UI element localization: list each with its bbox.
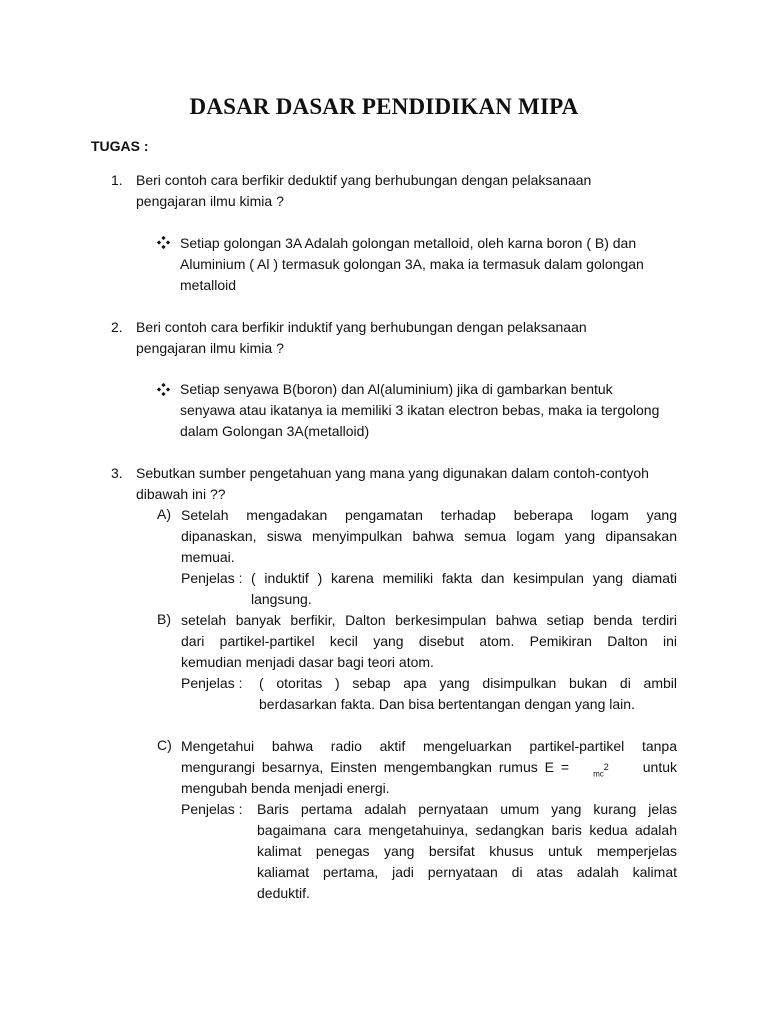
item-a-line-2: dipanaskan, siswa menyimpulkan bahwa semua logam yang dipansakan [181, 528, 677, 544]
item-a-penjelas-label: Penjelas : [181, 570, 243, 586]
formula-mc: mc [593, 769, 604, 779]
item-c-line-1: Mengetahui bahwa radio aktif mengeluarkan partikel-partikel tanpa [181, 738, 677, 754]
q2-answer-line-3: dalam Golongan 3A(metalloid) [180, 423, 370, 439]
item-a-line-3: memuai. [181, 549, 235, 565]
item-c-penjelas-line-2: bagaimana cara mengetahuinya, sedangkan baris kedua adalah [257, 822, 677, 838]
q1-answer-line-1: Setiap golongan 3A Adalah golongan metalloid, oleh karna boron ( B) dan [180, 235, 637, 251]
item-a-penjelas-line-1: ( induktif ) karena memiliki fakta dan kesimpulan yang diamati [251, 570, 677, 586]
item-b-line-2: dari partikel-partikel kecil yang disebut atom. Pemikiran Dalton ini [181, 633, 677, 649]
item-b-line-1: setelah banyak berfikir, Dalton berkesimpulan bahwa setiap benda terdiri [181, 612, 677, 628]
q2-number: 2. [111, 319, 123, 335]
item-b-line-3: kemudian menjadi dasar bagi teori atom. [181, 654, 434, 670]
q1-answer-line-2: Aluminium ( Al ) termasuk golongan 3A, maka ia termasuk dalam golongan [180, 256, 644, 272]
q2-answer-line-1: Setiap senyawa B(boron) dan Al(aluminium) jika di gambarkan bentuk [180, 381, 613, 397]
item-b-penjelas-line-2: berdasarkan fakta. Dan bisa bertentangan dengan yang lain. [259, 696, 635, 712]
diamond-bullet-icon [157, 383, 170, 396]
item-b-penjelas-label: Penjelas : [181, 675, 243, 691]
q2-line-1: Beri contoh cara berfikir induktif yang berhubungan dengan pelaksanaan [136, 319, 587, 335]
q3-line-1: Sebutkan sumber pengetahuan yang mana yang digunakan dalam contoh-contyoh [136, 465, 649, 481]
q3-line-2: dibawah ini ?? [136, 486, 226, 502]
formula [593, 757, 609, 785]
item-c-penjelas-label: Penjelas : [181, 801, 243, 817]
item-c-line-2-text: mengurangi besarnya, Einsten mengembangkan rumus E = [181, 759, 570, 775]
formula-exponent: 2 [603, 762, 609, 772]
item-c-penjelas-line-1: Baris pertama adalah pernyataan umum yang kurang jelas [257, 801, 677, 817]
item-b-letter: B) [157, 611, 171, 627]
item-c-penjelas-line-4: kaliamat pertama, jadi pernyataan di atas adalah kalimat [257, 864, 677, 880]
item-a-letter: A) [157, 506, 171, 522]
item-c-penjelas-line-3: kalimat penegas yang bersifat khusus untuk memperjelas [257, 843, 677, 859]
q1-answer-line-3: metalloid [180, 277, 237, 293]
tugas-label: TUGAS : [91, 138, 149, 154]
q1-line-1: Beri contoh cara berfikir deduktif yang berhubungan dengan pelaksanaan [136, 172, 592, 188]
item-c-penjelas-line-5: deduktif. [257, 885, 310, 901]
item-c-letter: C) [157, 737, 172, 753]
item-c-line-3: mengubah benda menjadi energi. [181, 780, 390, 796]
item-a-penjelas-line-2: langsung. [251, 591, 312, 607]
diamond-bullet-icon [157, 236, 170, 249]
item-b-penjelas-line-1: ( otoritas ) sebap apa yang disimpulkan bukan di ambil [259, 675, 677, 691]
q1-number: 1. [111, 172, 123, 188]
item-a-line-1: Setelah mengadakan pengamatan terhadap beberapa logam yang [181, 507, 677, 523]
q2-line-2: pengajaran ilmu kimia ? [136, 340, 284, 356]
q2-answer-line-2: senyawa atau ikatanya ia memiliki 3 ikatan electron bebas, maka ia tergolong [180, 402, 660, 418]
item-c-line-2-end: untuk [642, 759, 677, 775]
q1-line-2: pengajaran ilmu kimia ? [136, 193, 284, 209]
page-title: DASAR DASAR PENDIDIKAN MIPA [189, 94, 579, 119]
q3-number: 3. [111, 465, 123, 481]
